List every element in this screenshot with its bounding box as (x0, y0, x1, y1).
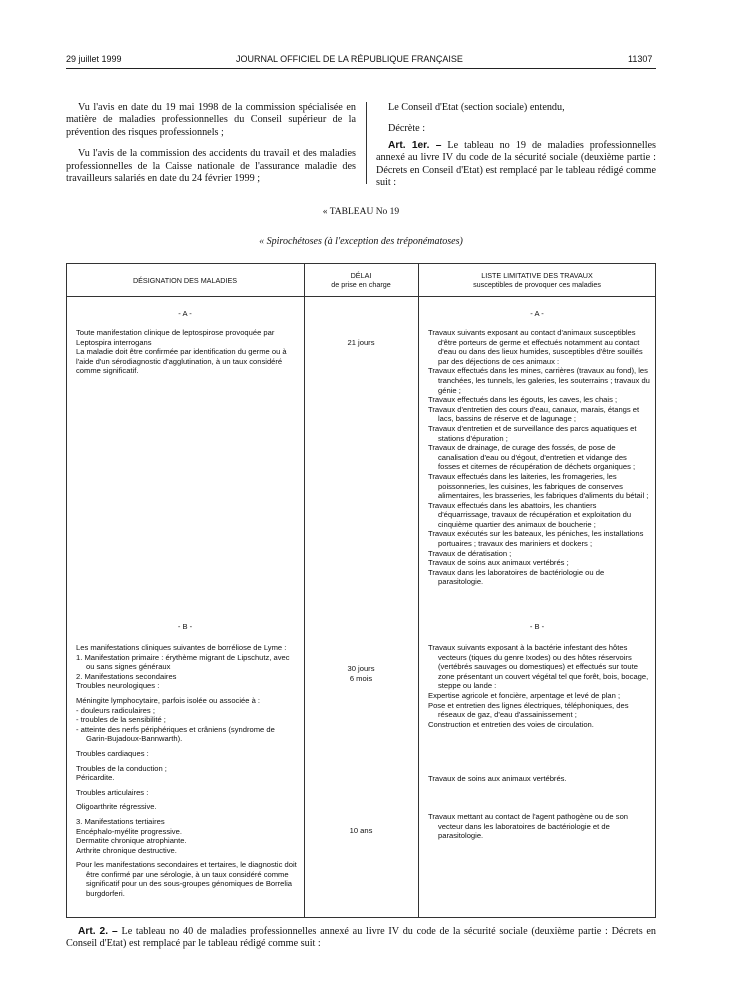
col1-header: DÉSIGNATION DES MALADIES (132, 276, 238, 285)
a-work-4: Travaux d'entretien et de surveillance des parcs aquatiques et stations d'épuration ; (428, 423, 637, 443)
b-disease-7: - atteinte des nerfs périphériques et crâniens (syndrome de Garin-Bujadoux-Bannwarth). (76, 724, 275, 744)
b-disease-4: Méningite lymphocytaire, parfois isolée ou associée à : (76, 695, 261, 705)
art2-text: Le tableau no 40 de maladies professionnelles annexé au livre IV du code de la sécurité sociale (deuxième partie : Décrets en Conseil d'Etat) est remplacé par le tableau rédigé comme suit : (66, 926, 657, 950)
intro-right-column (376, 102, 656, 198)
b-disease-0: Les manifestations cliniques suivantes de borréliose de Lyme : (76, 643, 287, 652)
section-b-col3: - B - (529, 622, 545, 631)
b-delay-2: 6 mois (349, 674, 373, 683)
column-divider (366, 102, 367, 184)
a-work-7: Travaux effectués dans les abattoirs, les chantiers d'équarrissage, travaux de récupération et exploitation du cinquième quartier des animaux de boucherie ; (428, 500, 632, 529)
b-work-group-2 (428, 774, 650, 784)
art1-label: Art. 1er. – (388, 139, 442, 151)
b-disease-2: 2. Manifestations secondaires (76, 671, 177, 681)
b-work-5: Travaux de soins aux animaux vertébrés. (428, 774, 567, 783)
journal-title: JOURNAL OFFICIEL DE LA RÉPUBLIQUE FRANÇAISE (236, 54, 463, 64)
b-delay-3: 10 ans (349, 826, 373, 835)
b-delay-1: 30 jours (347, 664, 375, 673)
b-work-6: Travaux mettant au contact de l'agent pathogène ou de son vecteur dans les laboratoires de bactériologie et de parasitologie. (428, 812, 629, 841)
a-work-11: Travaux dans les laboratoires de bactériologie ou de parasitologie. (428, 567, 605, 587)
b-disease-3: Troubles neurologiques : (76, 681, 160, 691)
col3-header (418, 271, 656, 289)
decrete: Décrète : (388, 123, 426, 135)
a-work-5: Travaux de drainage, de curage des fossés, de pose de canalisation d'eau ou d'égout, d'entretien et vidange des fosses et citernes de récupération de déchets organiques ; (428, 443, 636, 472)
col3-header-line1: LISTE LIMITATIVE DES TRAVAUX (481, 271, 593, 280)
intro-left-p1: Vu l'avis en date du 19 mai 1998 de la commission spécialisée en matière de maladies professionnelles du Conseil supérieur de la prévention des risques professionnels ; (66, 102, 356, 138)
a-work-list (428, 328, 650, 587)
table-col-divider-2 (418, 263, 419, 917)
a-disease-2: La maladie doit être confirmée par identification du germe ou à l'aide d'un sérodiagnostic d'agglutination, à un taux considéré comme significatif. (76, 347, 287, 376)
b-disease-11: Troubles articulaires : (76, 787, 149, 797)
intro-left-p2: Vu l'avis de la commission des accidents du travail et des maladies professionnelles de la Caisse nationale de l'assurance maladie des travailleurs salariés en date du 24 février 1999 ; (66, 148, 356, 185)
header-rule (66, 68, 656, 69)
b-work-3: Pose et entretien des lignes électriques, téléphoniques, des réseaux de gaz, d'eau d'assainissement ; (428, 700, 629, 720)
b-disease-6: - troubles de la sensibilité ; (76, 715, 166, 725)
table-title: « TABLEAU No 19 (322, 207, 400, 217)
a-work-9: Travaux de dératisation ; (428, 548, 512, 558)
col2-header-line1: DÉLAI (350, 271, 372, 280)
b-disease-17: Pour les manifestations secondaires et tertaires, le diagnostic doit être confirmé par une sérologie, à un taux considéré comme significatif pour un des sous-groupes génomiques de Borrelia burgdorferi. (76, 860, 297, 899)
a-work-0: Travaux suivants exposant au contact d'animaux susceptibles d'être porteurs de germe et effectués notamment au contact d'eau ou dans des lieux humides, susceptibles d'être souillés par des déjections de ces animaux : (428, 328, 643, 366)
a-diseases (76, 328, 298, 376)
intro-right-p1: Le Conseil d'Etat (section sociale) entendu, (388, 102, 565, 113)
a-work-8: Travaux exécutés sur les bateaux, les péniches, les installations portuaires ; travaux des mariniers et dockers ; (428, 529, 644, 549)
b-disease-13: 3. Manifestations tertiaires (76, 816, 165, 826)
b-disease-10: Péricardite. (76, 773, 115, 783)
b-disease-14: Encéphalo-myélite progressive. (76, 826, 182, 836)
b-disease-16: Arthrite chronique destructive. (76, 845, 177, 855)
b-work-2: Expertise agricole et foncière, arpentage et levé de plan ; (428, 690, 621, 700)
col2-header (304, 271, 418, 289)
section-b-col1: - B - (177, 622, 193, 631)
a-work-10: Travaux de soins aux animaux vertébrés ; (428, 558, 569, 568)
page-number: 11307 (628, 54, 653, 64)
b-disease-8: Troubles cardiaques : (76, 748, 149, 758)
art1-text: Le tableau no 19 de maladies professionnelles annexé au livre IV du code de la sécurité sociale (deuxième partie : Décrets en Conseil d'Etat) est remplacé par le tableau rédigé comme suit : (376, 139, 657, 189)
section-a-col1: - A - (178, 309, 192, 318)
a-work-1: Travaux effectués dans les mines, carrières (travaux au fond), les tranchées, les tunnels, les galeries, les souterrains ; travaux du génie ; (428, 366, 650, 395)
col3-header-line2: susceptibles de provoquer ces maladies (473, 280, 601, 289)
section-a-col3: - A - (530, 309, 544, 318)
header-date: 29 juillet 1999 (66, 54, 122, 64)
b-work-group-3 (428, 812, 650, 841)
b-work-1: Travaux suivants exposant à la bactérie infestant des hôtes vecteurs (tiques du genre Ixodes) ou des hôtes réservoirs (vertébrés sauvages ou domestiques) et effectués sur toute zone présentant un couvert végétal tel que forêt, bois, bocage, steppe ou lande : (428, 643, 649, 691)
a-work-6: Travaux effectués dans les laiteries, les fromageries, les poissonneries, les cuisines, les fabriques de conserves alimentaires, les brasseries, les fabriques d'aliments du bétail ; (428, 471, 649, 501)
b-diseases (76, 643, 298, 899)
b-disease-1: 1. Manifestation primaire : érythème migrant de Lipschutz, avec ou sans signes généraux (76, 652, 290, 672)
col2-header-line2: de prise en charge (331, 280, 391, 289)
a-work-3: Travaux d'entretien des cours d'eau, canaux, marais, étangs et lacs, bassins de réserve et de lagunage ; (428, 404, 640, 424)
table-header-rule (66, 296, 656, 297)
b-disease-9: Troubles de la conduction ; (76, 763, 167, 773)
b-work-group-1 (428, 643, 650, 729)
b-disease-12: Oligoarthrite régressive. (76, 802, 157, 812)
art2-label: Art. 2. – (78, 926, 118, 937)
table-subtitle: « Spirochétoses (à l'exception des tréponématoses) (259, 236, 463, 247)
a-work-2: Travaux effectués dans les égouts, les caves, les chais ; (428, 395, 618, 405)
intro-left-column (66, 102, 356, 194)
art2-paragraph (66, 926, 656, 951)
a-disease-1: Toute manifestation clinique de leptospirose provoquée par Leptospira interrogans (76, 328, 275, 347)
a-delay: 21 jours (347, 338, 375, 347)
b-disease-15: Dermatite chronique atrophiante. (76, 836, 187, 846)
b-work-4: Construction et entretien des voies de circulation. (428, 719, 594, 729)
b-disease-5: - douleurs radiculaires ; (76, 705, 155, 715)
table-col-divider-1 (304, 263, 305, 917)
art1-paragraph (376, 140, 656, 190)
